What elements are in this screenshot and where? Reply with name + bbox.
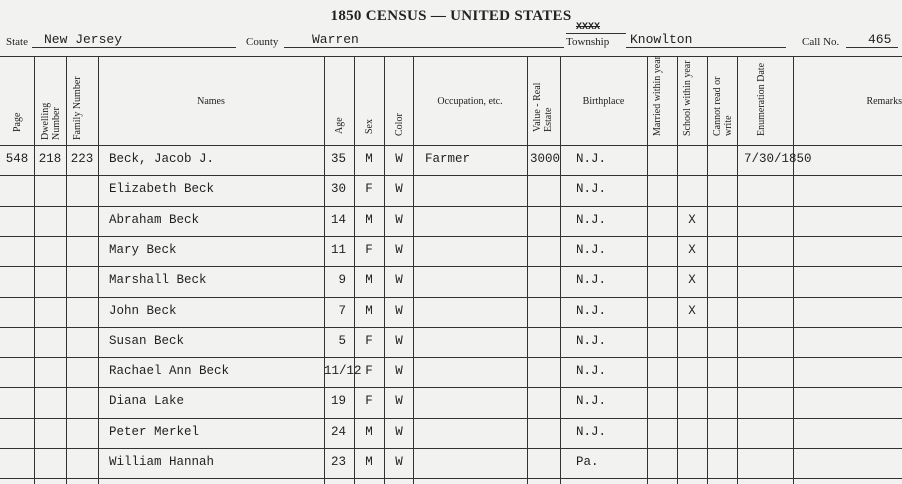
form-title: 1850 CENSUS — UNITED STATES <box>330 8 572 24</box>
col-divider <box>413 56 414 484</box>
cell-birthplace: N.J. <box>576 333 607 348</box>
cell-sex: M <box>365 455 373 469</box>
header-dwelling: Dwelling Number <box>40 102 62 140</box>
cell-family: 223 <box>70 152 94 166</box>
header-value-real-estate: Value - Real Estate <box>532 82 554 132</box>
row-divider <box>0 448 902 449</box>
row-divider <box>0 236 902 237</box>
cell-sex: F <box>365 333 373 348</box>
cell-sex: F <box>365 394 373 409</box>
crossed-out-text: XXXX <box>576 22 601 33</box>
header-cannot-read: Cannot read or write <box>712 76 734 136</box>
cell-sex: M <box>365 273 373 288</box>
state-underline <box>32 47 236 48</box>
cell-age: 19 <box>330 394 346 409</box>
col-divider <box>793 56 794 484</box>
header-school: School within year <box>682 60 693 136</box>
row-divider <box>0 206 902 207</box>
col-divider <box>707 56 708 484</box>
cell-birthplace: N.J. <box>576 152 607 166</box>
cell-name: Abraham Beck <box>109 212 200 227</box>
cell-age: 7 <box>338 303 346 318</box>
state-value: New Jersey <box>44 32 123 47</box>
col-divider <box>527 56 528 484</box>
cell-birthplace: N.J. <box>576 364 607 379</box>
cell-birthplace: N.J. <box>576 242 607 257</box>
county-underline <box>284 47 564 48</box>
cell-sex: M <box>365 303 373 318</box>
cell-color: W <box>395 273 403 288</box>
cell-sex: M <box>365 424 373 439</box>
header-enumeration-date: Enumeration Date <box>756 62 767 136</box>
cell-name: John Beck <box>109 303 177 318</box>
cell-occupation: Farmer <box>425 152 471 166</box>
header-family: Family Number <box>72 76 83 140</box>
row-divider <box>0 297 902 298</box>
header-sex: Sex <box>364 119 375 134</box>
cell-name: Susan Beck <box>109 333 185 348</box>
county-value: Warren <box>312 32 359 47</box>
cell-birthplace: N.J. <box>576 424 607 439</box>
cell-name: Elizabeth Beck <box>109 182 215 197</box>
cell-color: W <box>395 182 403 197</box>
township-value: Knowlton <box>630 32 693 47</box>
cell-name: William Hannah <box>109 455 215 469</box>
cell-sex: M <box>365 152 373 166</box>
row-divider <box>0 478 902 479</box>
cell-page: 548 <box>5 152 29 166</box>
call-number-label: Call No. <box>802 36 840 48</box>
header-page: Page <box>12 112 23 132</box>
row-divider <box>0 387 902 388</box>
header-birthplace: Birthplace <box>582 96 625 107</box>
cell-age: 5 <box>338 333 346 348</box>
col-divider <box>354 56 355 484</box>
cell-name: Diana Lake <box>109 394 185 409</box>
cell-color: W <box>395 303 403 318</box>
row-divider <box>0 175 902 176</box>
cell-dwelling: 218 <box>38 152 62 166</box>
cell-school: X <box>688 212 696 227</box>
col-divider <box>647 56 648 484</box>
cell-color: W <box>395 394 403 409</box>
header-age: Age <box>334 117 345 134</box>
cell-sex: F <box>365 364 373 379</box>
cell-school: X <box>688 303 696 318</box>
cell-birthplace: N.J. <box>576 273 607 288</box>
row-divider <box>0 327 902 328</box>
header-color: Color <box>394 113 405 136</box>
cell-age: 11 <box>330 242 346 257</box>
cell-date: 7/30/1850 <box>744 152 812 166</box>
cell-age: 14 <box>330 212 346 227</box>
header-remarks: Remarks <box>866 96 902 107</box>
col-divider <box>737 56 738 484</box>
header-occupation: Occupation, etc. <box>437 96 503 107</box>
cell-color: W <box>395 242 403 257</box>
row-divider <box>0 418 902 419</box>
cell-birthplace: N.J. <box>576 394 607 409</box>
cell-color: W <box>395 364 403 379</box>
cell-value: 3000 <box>529 152 560 166</box>
state-label: State <box>6 36 28 48</box>
header-bottom-border <box>0 145 902 146</box>
cell-birthplace: N.J. <box>576 182 607 197</box>
cell-name: Beck, Jacob J. <box>109 152 215 166</box>
township-label: Township <box>566 36 610 48</box>
township-underline <box>626 47 786 48</box>
cell-age: 30 <box>330 182 346 197</box>
row-divider <box>0 357 902 358</box>
cell-color: W <box>395 212 403 227</box>
cell-sex: F <box>365 182 373 197</box>
col-divider <box>324 56 325 484</box>
cell-school: X <box>688 273 696 288</box>
col-divider <box>34 56 35 484</box>
call-number-underline <box>846 47 898 48</box>
cell-name: Mary Beck <box>109 242 177 257</box>
row-divider <box>0 266 902 267</box>
cell-sex: M <box>365 212 373 227</box>
census-table <box>0 56 902 484</box>
county-label: County <box>246 36 279 48</box>
col-divider <box>560 56 561 484</box>
cell-color: W <box>395 455 403 469</box>
cell-name: Marshall Beck <box>109 273 207 288</box>
col-divider <box>66 56 67 484</box>
col-divider <box>98 56 99 484</box>
header-names: Names <box>197 96 225 107</box>
cell-age: 11/12 <box>324 364 362 379</box>
cell-sex: F <box>365 242 373 257</box>
cell-color: W <box>395 333 403 348</box>
cell-name: Rachael Ann Beck <box>109 364 230 379</box>
cell-school: X <box>688 242 696 257</box>
cell-birthplace: N.J. <box>576 212 607 227</box>
cell-age: 35 <box>330 152 346 166</box>
cell-birthplace: N.J. <box>576 303 607 318</box>
cell-age: 24 <box>330 424 346 439</box>
township-divider <box>566 33 626 34</box>
header-married: Married within year <box>652 56 663 136</box>
cell-birthplace: Pa. <box>576 455 599 469</box>
col-divider <box>677 56 678 484</box>
cell-name: Peter Merkel <box>109 424 200 439</box>
cell-color: W <box>395 152 403 166</box>
cell-age: 9 <box>338 273 346 288</box>
call-number-value: 465 <box>868 32 892 47</box>
col-divider <box>384 56 385 484</box>
cell-age: 23 <box>330 455 346 469</box>
cell-color: W <box>395 424 403 439</box>
